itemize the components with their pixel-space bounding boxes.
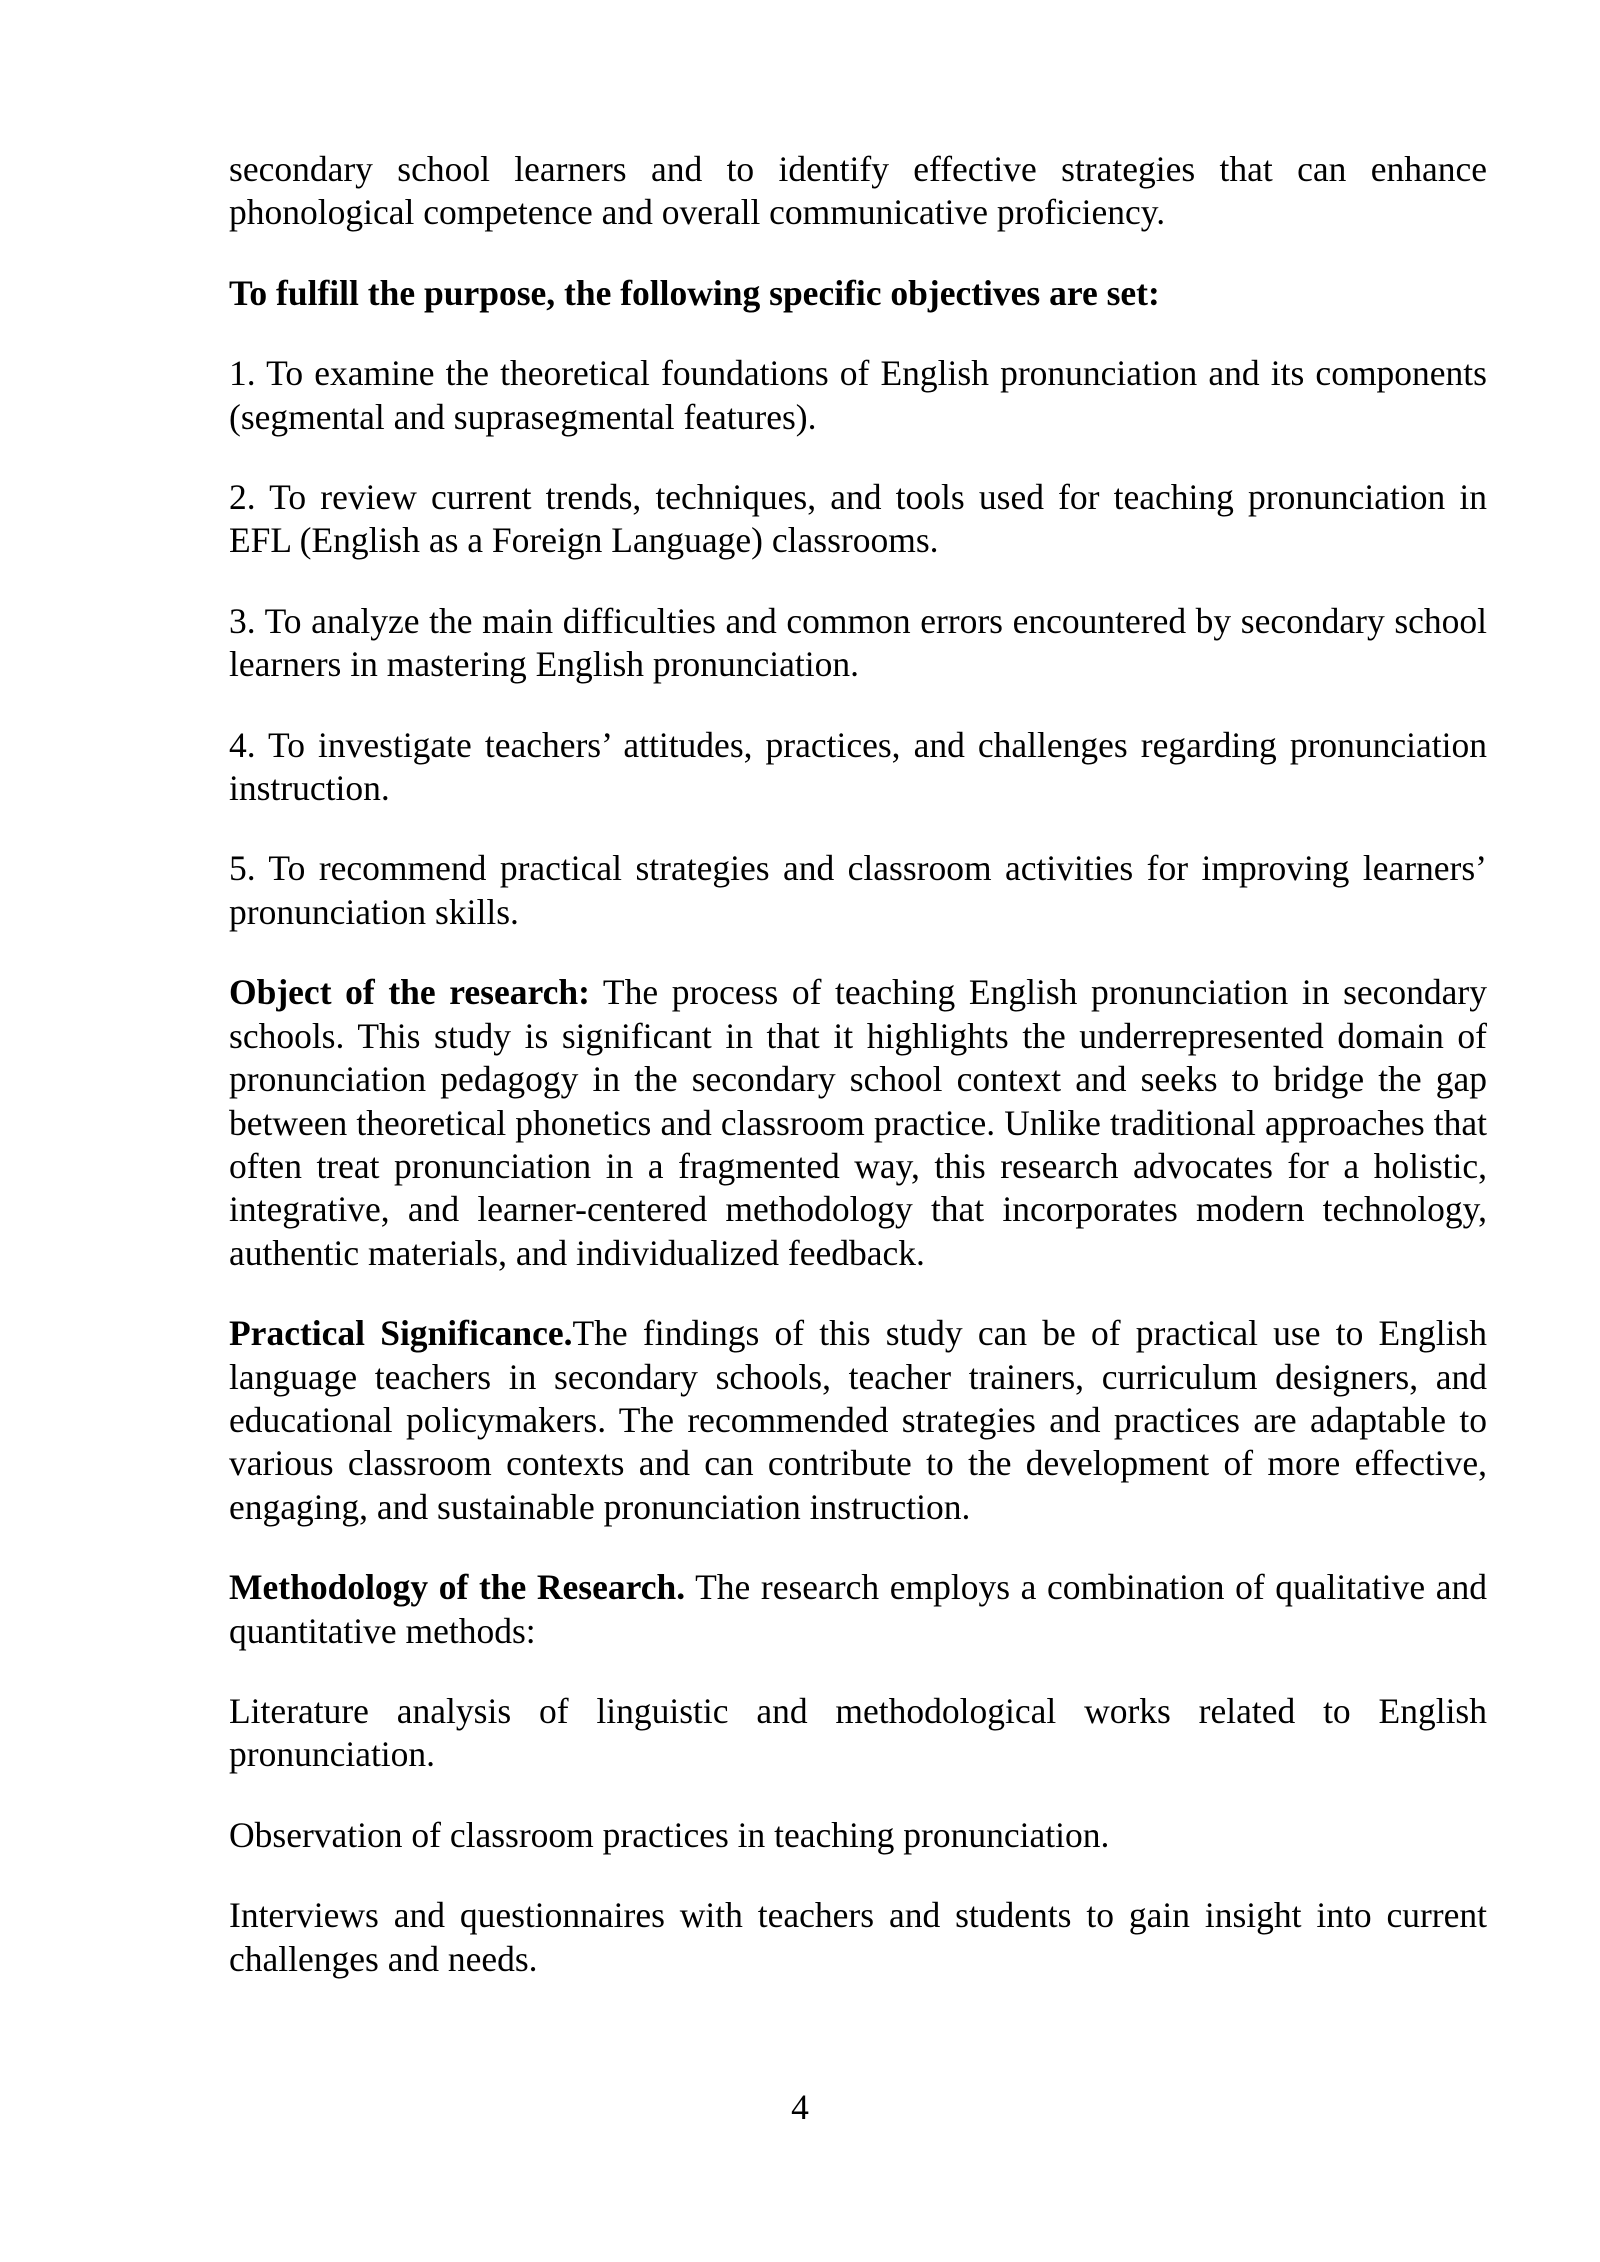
objective-item-1: 1. To examine the theoretical foundations of English pronunciation and its components (segmental and suprasegmental features). bbox=[229, 353, 1487, 437]
objectives-heading: To fulfill the purpose, the following specific objectives are set: bbox=[229, 272, 1160, 313]
methodology-paragraph bbox=[229, 1566, 1487, 1653]
objective-item-2: 2. To review current trends, techniques, and tools used for teaching pronunciation in EFL (English as a Foreign Language) classrooms. bbox=[229, 477, 1487, 561]
objective-item-3: 3. To analyze the main difficulties and common errors encountered by secondary school learners in mastering English pronunciation. bbox=[229, 600, 1487, 685]
methodology-text: The research employs a combination of qualitative and quantitative methods: bbox=[229, 1567, 1487, 1651]
page-number: 4 bbox=[791, 2087, 809, 2127]
practical-significance-label: Practical Significance. bbox=[229, 1313, 573, 1354]
objective-item-5: 5. To recommend practical strategies and classroom activities for improving learners’ pronunciation skills. bbox=[229, 848, 1487, 932]
practical-significance-paragraph bbox=[229, 1312, 1487, 1529]
intro-continuation-paragraph: secondary school learners and to identify effective strategies that can enhance phonological competence and overall communicative proficiency. bbox=[229, 149, 1487, 233]
object-of-research-paragraph bbox=[229, 971, 1487, 1275]
objective-item-4: 4. To investigate teachers’ attitudes, practices, and challenges regarding pronunciation instruction. bbox=[229, 724, 1487, 809]
method-item-2: Observation of classroom practices in teaching pronunciation. bbox=[229, 1814, 1110, 1855]
method-item-3: Interviews and questionnaires with teachers and students to gain insight into current challenges and needs. bbox=[229, 1895, 1487, 1979]
practical-significance-text: The findings of this study can be of practical use to English language teachers in secondary schools, teacher trainers, curriculum designers, and educational policymakers. The recommended strategies and practices are adaptable to various classroom contexts and can contribute to the development of more effective, engaging, and sustainable pronunciation instruction. bbox=[229, 1313, 1487, 1527]
object-of-research-label: Object of the research: bbox=[229, 972, 590, 1013]
document-page bbox=[229, 148, 1487, 2018]
method-item-1: Literature analysis of linguistic and methodological works related to English pronunciation. bbox=[229, 1690, 1487, 1775]
object-of-research-text: The process of teaching English pronunciation in secondary schools. This study is significant in that it highlights the underrepresented domain of pronunciation pedagogy in the secondary school context and seeks to bridge the gap between theoretical phonetics and classroom practice. Unlike traditional approaches that often treat pronunciation in a fragmented way, this research advocates for a holistic, integrative, and learner-centered methodology that incorporates modern technology, authentic materials, and individualized feedback. bbox=[229, 972, 1487, 1273]
methodology-label: Methodology of the Research. bbox=[229, 1567, 686, 1608]
